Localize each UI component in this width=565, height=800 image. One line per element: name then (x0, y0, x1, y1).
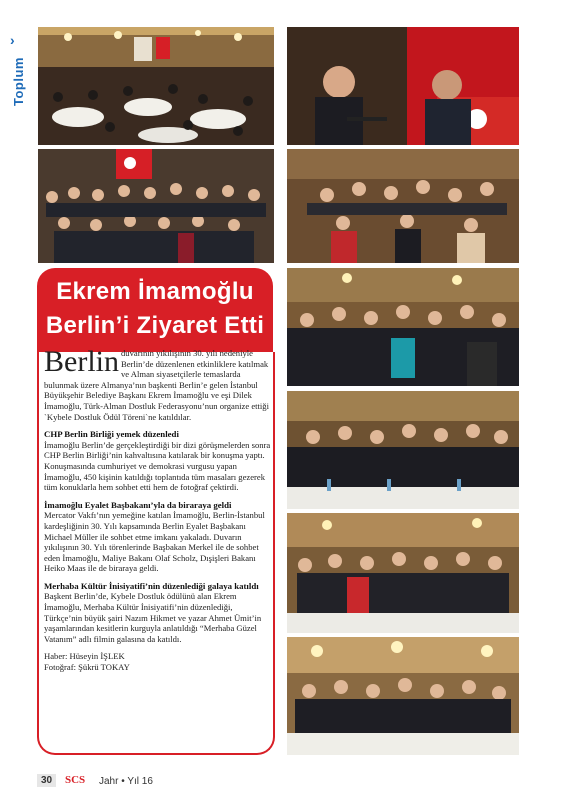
photo-reception-3 (287, 513, 519, 633)
photo-reception-2 (287, 391, 519, 509)
section-body: Başkent Berlin’de, Kybele Dostluk ödülünü alan Ekrem İmamoğlu, Merhaba Kültür İnisiyatifi’nin düzenlediği, Türkçe’nin büyük şairi Nazım Hikmet ve yazar Ahmet Ümit’in yaşamlarından kesitlerin kurguyla anlatıldığı “Merhaba Güzel Vatanım” adlı filmin galasına da katıldı. (44, 591, 262, 644)
photo-reception-4 (287, 637, 519, 755)
photo-women-group (287, 149, 519, 263)
photo-reception-1 (287, 268, 519, 386)
credit-news: Haber: Hüseyin İŞLEK (44, 651, 125, 662)
section-body: İmamoğlu Berlin’de gerçekleştirdiği bir dizi görüşmelerden sonra CHP Berlin Birliği’nin kahvaltısına katılarak bir konuşma yaptı. Konuşmasında cumhuriyet ve demokrasi vurgusu yapan İmamoğlu, 450 kişinin katıldığı toplantıda tüm masaları gezerek tüm konuklarla hem sohbet etti hem de fotoğraf çektirdi. (44, 439, 271, 493)
page-number: 30 (37, 774, 56, 787)
article-title-line-2: Berlin’i Ziyaret Etti (45, 312, 265, 339)
credit-photo: Fotoğraf: Şükrü TOKAY (44, 662, 130, 673)
section-heading: İmamoğlu Eyalet Başbakanı’yla da biraraya geldi (44, 499, 232, 510)
issue-label: Jahr • Yıl 16 (99, 776, 153, 787)
photo-banquet-hall (38, 27, 274, 145)
section-heading: Merhaba Kültür İnisiyatifi’nin düzenlediği galaya katıldı (44, 580, 259, 591)
article-title-box (37, 268, 273, 352)
section-body: Mercator Vakfı’nın yemeğine katılan İmamoğlu, Berlin-İstanbul kardeşliğinin 30. Yılı kapsamında Berlin Eyalet Başbakanı Michael Müller ile sohbet etme imkanı yakaladı. Duvarın yıkılışının 30. Yılı törenlerinde Başbakan Merkel ile de sohbet eden İmamoğlu, Maliye Bakanı Olaf Scholz, Dışişleri Bakanı Heiko Maas ile de biraraya geldi. (44, 510, 265, 574)
section-tab (4, 30, 28, 106)
section-label: Toplum (10, 57, 26, 106)
section-heading: CHP Berlin Birliği yemek düzenledi (44, 429, 179, 440)
magazine-logo: SCS (65, 774, 86, 786)
article-intro (44, 345, 272, 422)
photo-speakers-podium (287, 27, 519, 145)
photo-group-flag (38, 149, 274, 263)
dropcap: Berlin (44, 345, 119, 378)
chevron-icon: › (10, 32, 15, 48)
intro-text: duvarının yıkılışının 30. yılı nedeniyle Berlin’de düzenlenen etkinliklere katılmak ve Alman siyasetçilerle temaslarda bulunmak üzere Almanya’nın başkenti Berlin’e gelen İstanbul Büyükşehir Belediye Başkanı Ekrem İmamoğlu ve eşi Dilek İmamoğlu, Türk-Alman Dostluk Federasyonu’nun organize ettiği `Kybele Dostluk Ödül Töreni`ne katıldılar. (44, 348, 269, 422)
article-title-line-1: Ekrem İmamoğlu (56, 278, 254, 305)
article-body (44, 345, 272, 673)
